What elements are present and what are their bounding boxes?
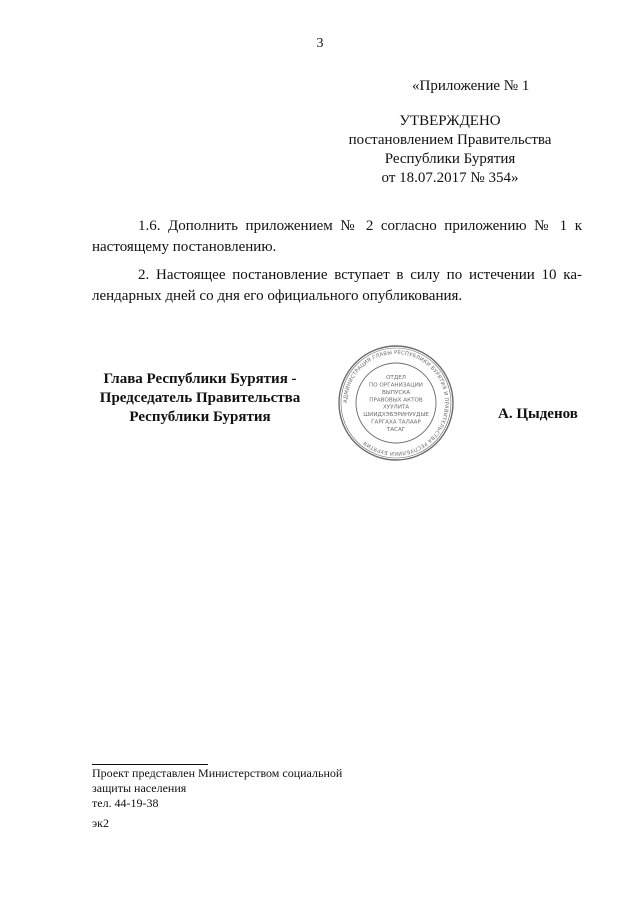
seal-center-line: ГАРГАХА ТАЛААР	[371, 419, 421, 426]
footnote-divider	[92, 764, 208, 765]
official-seal-stamp	[337, 344, 455, 462]
footnote-line-2: защиты населения	[92, 781, 187, 795]
seal-center-line: ОТДЕЛ	[386, 375, 406, 382]
page-number: 3	[316, 36, 324, 51]
seal-center-line: ШИИДХЭБЭРИНУУДЫЕ	[363, 412, 429, 419]
footnote-line-1: Проект представлен Министерством социальной	[92, 766, 343, 780]
appendix-title: «Приложение № 1	[412, 78, 530, 94]
footnote	[92, 766, 342, 811]
seal-center-line: ХУУЛИТА	[382, 404, 410, 411]
seal-center-text	[363, 375, 429, 433]
paragraph-1-line-1: 1.6. Дополнить приложением № 2 согласно приложению № 1 к	[138, 218, 582, 234]
seal-center-line: ПРАВОВЫХ АКТОВ	[369, 397, 423, 404]
signatory-title	[90, 370, 310, 427]
paragraph-2-line-1: 2. Настоящее постановление вступает в силу по истечении 10 ка-	[138, 267, 582, 283]
signatory-title-line-3: Республики Бурятия	[129, 409, 271, 425]
footnote-line-3: тел. 44-19-38	[92, 796, 159, 810]
approved-heading: УТВЕРЖДЕНО	[399, 113, 501, 129]
approved-line-1: постановлением Правительства	[348, 132, 552, 148]
approved-line-3: от 18.07.2017 № 354»	[381, 170, 519, 186]
signatory-title-line-1: Глава Республики Бурятия -	[103, 371, 297, 387]
document-code: эк2	[92, 816, 109, 830]
seal-center-line: ВЫПУСКА	[381, 389, 411, 396]
seal-center-line: ПО ОРГАНИЗАЦИИ	[369, 382, 423, 389]
paragraph-2-line-2: лендарных дней со дня его официального опубликования.	[92, 288, 463, 304]
signatory-name: А. Цыденов	[498, 406, 578, 422]
paragraph-1-line-2: настоящему постановлению.	[92, 239, 277, 255]
signatory-title-line-2: Председатель Правительства	[99, 390, 301, 406]
paragraph-1	[92, 216, 582, 258]
seal-center-line: ТАСАГ	[386, 426, 406, 433]
approved-line-2: Республики Бурятия	[384, 151, 516, 167]
paragraph-2	[92, 265, 582, 307]
approval-block	[320, 112, 580, 188]
seal-ring-textpath: АДМИНИСТРАЦИЯ ГЛАВЫ РЕСПУБЛИКИ БУРЯТИЯ И ПРАВИТЕЛЬСТВА РЕСПУБЛИКИ БУРЯТИЯ	[342, 349, 450, 457]
